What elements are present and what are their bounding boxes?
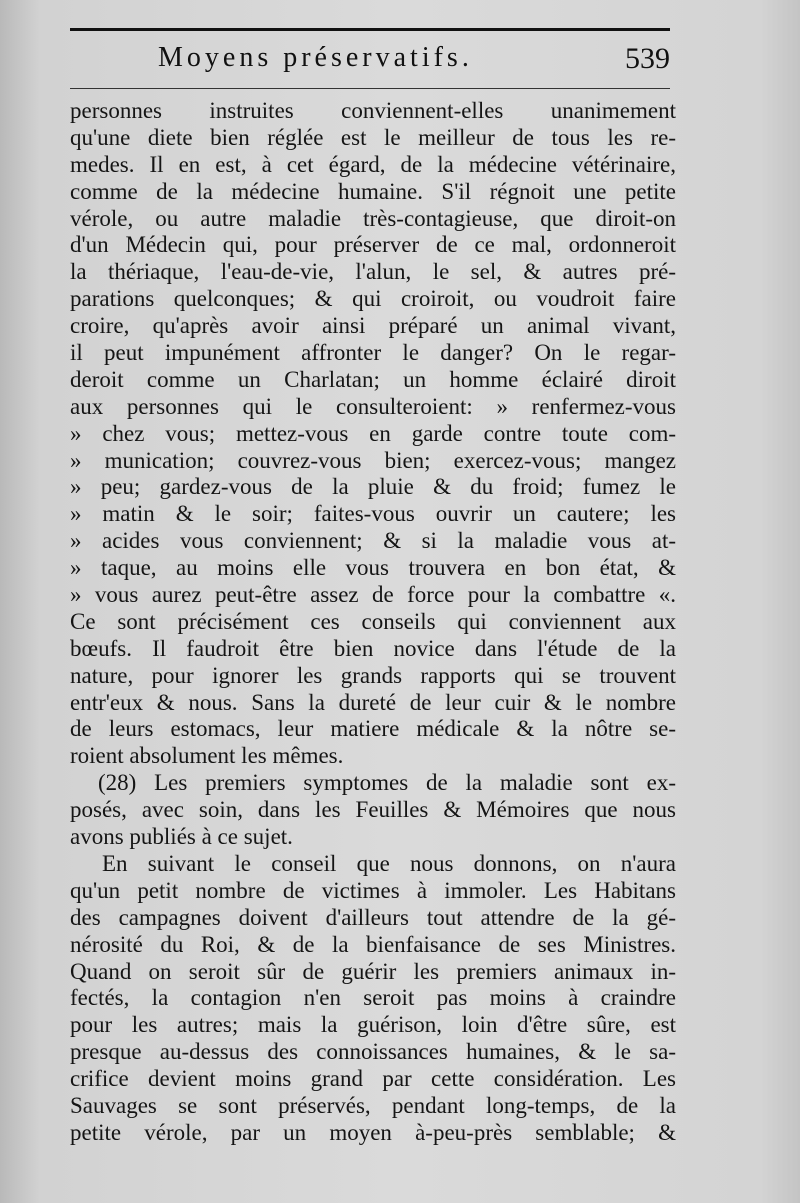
text-line: parations quelconques; & qui croiroit, ou voudroit faire: [70, 286, 676, 312]
text-line: nature, pour ignorer les grands rapports qui se trouvent: [70, 662, 676, 688]
text-line: posés, avec soin, dans les Feuilles & Mémoires que nous: [70, 797, 676, 823]
text-line: Sauvages se sont préservés, pendant long-temps, de la: [70, 1092, 676, 1118]
body-text: [70, 98, 676, 1147]
paragraph-start-line: En suivant le conseil que nous donnons, on n'aura: [102, 850, 676, 876]
page-number: 539: [625, 42, 670, 75]
quoted-line: » taque, au moins elle vous trouvera en bon état, &: [70, 555, 676, 581]
quoted-line: » chez vous; mettez-vous en garde contre toute com-: [70, 420, 676, 446]
text-line: qu'une diete bien réglée est le meilleur de tous les re-: [70, 124, 676, 150]
quoted-line: » vous aurez peut-être assez de force pour la combattre «.: [70, 582, 676, 608]
text-line: qu'un petit nombre de victimes à immoler. Les Habitans: [70, 877, 676, 903]
text-line: aux personnes qui le consulteroient: » renfermez-vous: [70, 393, 676, 419]
text-line: vérole, ou autre maladie très-contagieuse, que diroit-on: [70, 205, 676, 231]
header-rule-top: [70, 28, 670, 31]
text-line: d'un Médecin qui, pour préserver de ce mal, ordonneroit: [70, 232, 676, 258]
paragraph-end-line: avons publiés à ce sujet.: [70, 824, 293, 850]
text-line: bœufs. Il faudroit être bien novice dans l'étude de la: [70, 635, 676, 661]
text-line: nérosité du Roi, & de la bienfaisance de ses Ministres.: [70, 931, 676, 957]
text-line: la thériaque, l'eau-de-vie, l'alun, le sel, & autres pré-: [70, 259, 676, 285]
quoted-line: » acides vous conviennent; & si la maladie vous at-: [70, 528, 676, 554]
quoted-line: » matin & le soir; faites-vous ouvrir un cautere; les: [70, 501, 676, 527]
text-line: croire, qu'après avoir ainsi préparé un animal vivant,: [70, 313, 676, 339]
text-line: personnes instruites conviennent-elles unanimement: [70, 98, 676, 123]
quoted-line: » munication; couvrez-vous bien; exercez-vous; mangez: [70, 447, 676, 473]
text-line: fectés, la contagion n'en seroit pas moins à craindre: [70, 985, 676, 1011]
text-line: medes. Il en est, à cet égard, de la médecine vétérinaire,: [70, 151, 676, 177]
text-line: Ce sont précisément ces conseils qui conviennent aux: [70, 608, 676, 634]
text-line: crifice devient moins grand par cette considération. Les: [70, 1066, 676, 1092]
running-title: Moyens préservatifs.: [158, 42, 473, 73]
text-line: comme de la médecine humaine. S'il régnoit une petite: [70, 178, 676, 204]
header-rule-bottom: [70, 88, 670, 89]
text-line: de leurs estomacs, leur matiere médicale & la nôtre se-: [70, 716, 676, 742]
text-line: deroit comme un Charlatan; un homme éclairé diroit: [70, 366, 676, 392]
text-line: petite vérole, par un moyen à-peu-près semblable; &: [70, 1119, 676, 1145]
text-line: presque au-dessus des connoissances humaines, & le sa-: [70, 1039, 676, 1065]
text-line: Quand on seroit sûr de guérir les premiers animaux in-: [70, 958, 676, 984]
text-line: des campagnes doivent d'ailleurs tout attendre de la gé-: [70, 904, 676, 930]
page-header: [70, 40, 670, 80]
text-line: il peut impunément affronter le danger? On le regar-: [70, 340, 676, 366]
footnote-start-line: (28) Les premiers symptomes de la maladie sont ex-: [98, 770, 676, 796]
text-line: entr'eux & nous. Sans la dureté de leur cuir & le nombre: [70, 689, 676, 715]
text-line: pour les autres; mais la guérison, loin d'être sûre, est: [70, 1012, 676, 1038]
quoted-line: » peu; gardez-vous de la pluie & du froid; fumez le: [70, 474, 676, 500]
paragraph-end-line: roient absolument les mêmes.: [70, 743, 344, 769]
